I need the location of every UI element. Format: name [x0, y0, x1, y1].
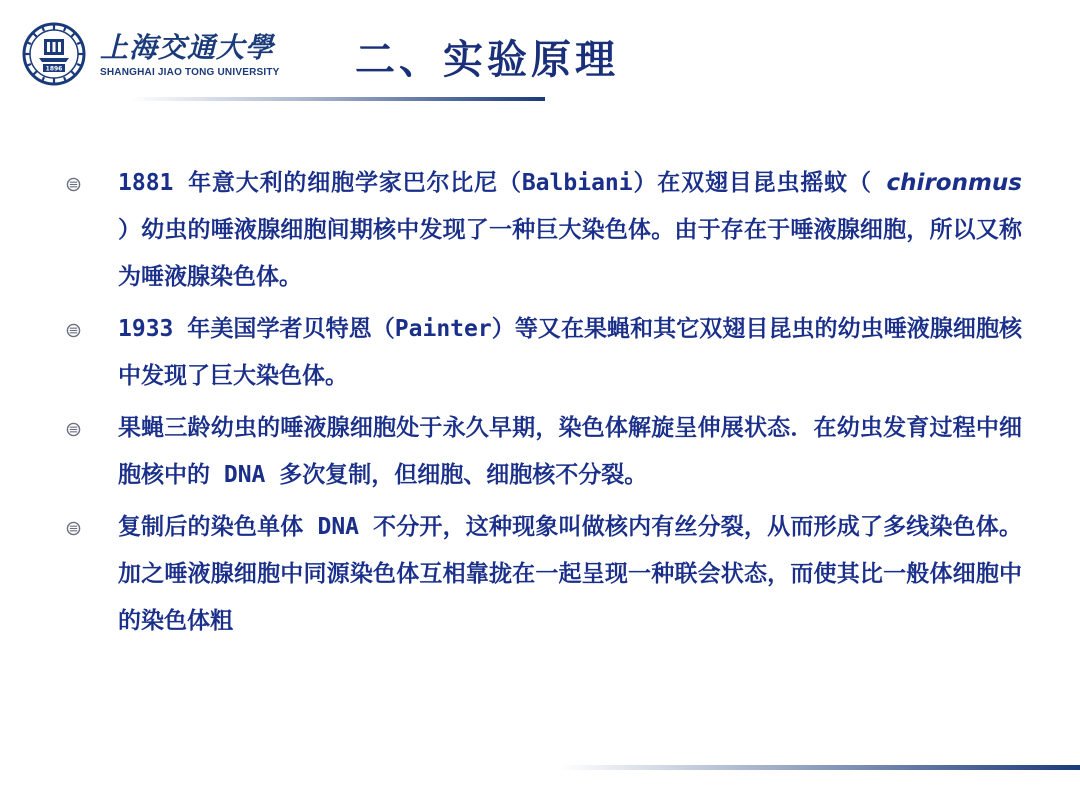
- bullet-disc-icon: [66, 177, 81, 192]
- bullet-item: [62, 306, 1022, 400]
- text-run: ）幼虫的唾液腺细胞间期核中发现了一种巨大染色体。由于存在于唾液腺细胞，所以又称为唾液腺染色体。: [118, 217, 1022, 290]
- bullet-text: [118, 306, 1022, 400]
- header-divider: [130, 97, 545, 101]
- university-logo: [22, 22, 280, 88]
- bullet-item: [62, 160, 1022, 301]
- species-name: chironmus: [886, 170, 1022, 196]
- text-run: 1933 年美国学者贝特恩（Painter）等又在果蝇和其它双翅目昆虫的幼虫唾液腺细胞核中发现了巨大染色体。: [118, 316, 1022, 389]
- bullet-text: [118, 405, 1022, 499]
- university-name-en: SHANGHAI JIAO TONG UNIVERSITY: [100, 67, 280, 78]
- footer-divider: [560, 765, 1080, 770]
- text-run: 果蝇三龄幼虫的唾液腺细胞处于永久早期，染色体解旋呈伸展状态．在幼虫发育过程中细胞核中的 DNA 多次复制，但细胞、细胞核不分裂。: [118, 415, 1022, 488]
- seal-year: 1896: [45, 65, 63, 73]
- bullet-disc-icon: [66, 323, 81, 338]
- university-seal-icon: [22, 22, 86, 86]
- bullet-disc-icon: [66, 422, 81, 437]
- bullet-text: [118, 504, 1022, 645]
- bullet-item: [62, 504, 1022, 645]
- bullet-item: [62, 405, 1022, 499]
- slide-title: 二、实验原理: [355, 37, 619, 83]
- university-name-cn: 上海交通大學: [100, 31, 275, 64]
- text-run: 1881 年意大利的细胞学家巴尔比尼（Balbiani）在双翅目昆虫摇蚊（: [118, 170, 887, 196]
- bullet-list: [62, 160, 1022, 650]
- bullet-disc-icon: [66, 521, 81, 536]
- bullet-text: [118, 160, 1022, 301]
- text-run: 复制后的染色单体 DNA 不分开，这种现象叫做核内有丝分裂，从而形成了多线染色体。加之唾液腺细胞中同源染色体互相靠拢在一起呈现一种联会状态，而使其比一般体细胞中的染色体粗: [118, 514, 1022, 634]
